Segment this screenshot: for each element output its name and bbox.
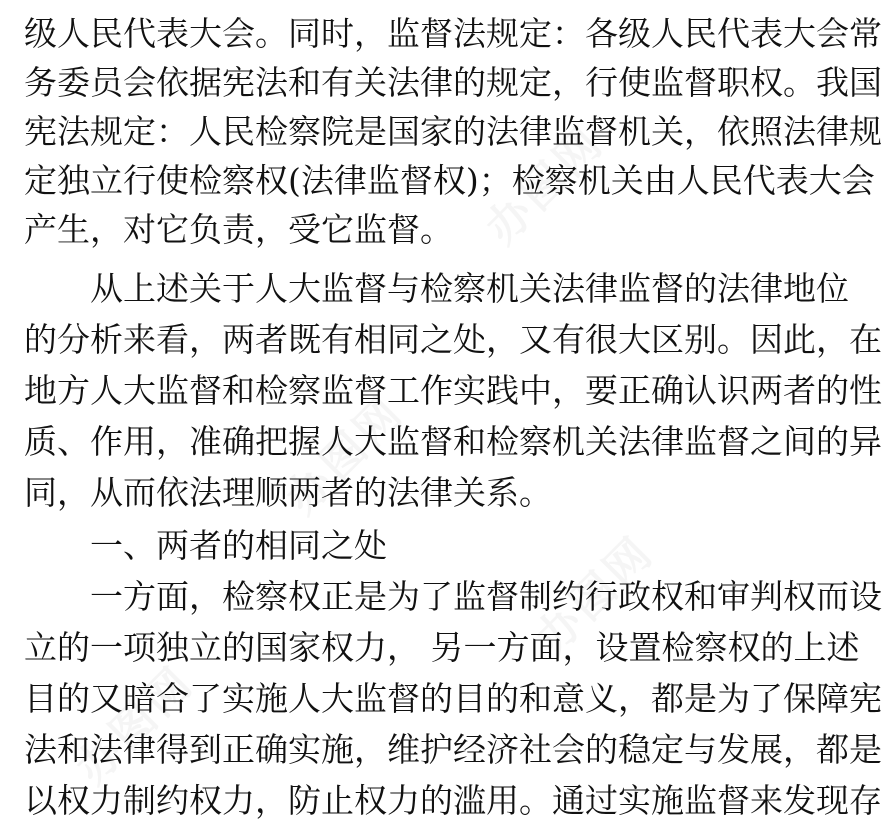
watermark: 办图网: [476, 116, 615, 255]
text-line: 定独立行使检察权(法律监督权)；检察机关由人民代表大会: [24, 161, 875, 200]
text-line: 立的一项独立的国家权力， 另一方面，设置检察权的上述: [24, 628, 860, 667]
text-line: 地方人大监督和检察监督工作实践中，要正确认识两者的性: [24, 371, 882, 410]
section-heading: 一、两者的相同之处: [90, 526, 387, 565]
paragraph-first-line: 从上述关于人大监督与检察机关法律监督的法律地位: [90, 269, 849, 308]
text-line: 产生，对它负责，受它监督。: [24, 210, 453, 249]
text-line: 同，从而依法理顺两者的法律关系。: [24, 473, 552, 512]
text-line: 法和法律得到正确实施，维护经济社会的稳定与发展，都是: [24, 730, 882, 769]
text-line: 质、作用，准确把握人大监督和检察机关法律监督之间的异: [24, 422, 882, 461]
text-line: 目的又暗合了实施人大监督的目的和意义，都是为了保障宪: [24, 679, 882, 718]
watermark: 办图网: [276, 386, 415, 525]
text-line: 级人民代表大会。同时，监督法规定：各级人民代表大会常: [24, 14, 882, 53]
watermark: 办图网: [66, 656, 205, 795]
watermark: 办图网: [526, 526, 665, 665]
text-line: 的分析来看，两者既有相同之处，又有很大区别。因此，在: [24, 320, 882, 359]
text-line: 宪法规定：人民检察院是国家的法律监督机关，依照法律规: [24, 112, 882, 151]
text-line-cut-off: 以权力制约权力，防止权力的滥用。通过实施监督来发现存: [24, 781, 882, 820]
paragraph-first-line: 一方面，检察权正是为了监督制约行政权和审判权而设: [90, 577, 882, 616]
text-line: 务委员会依据宪法和有关法律的规定，行使监督职权。我国: [24, 63, 882, 102]
